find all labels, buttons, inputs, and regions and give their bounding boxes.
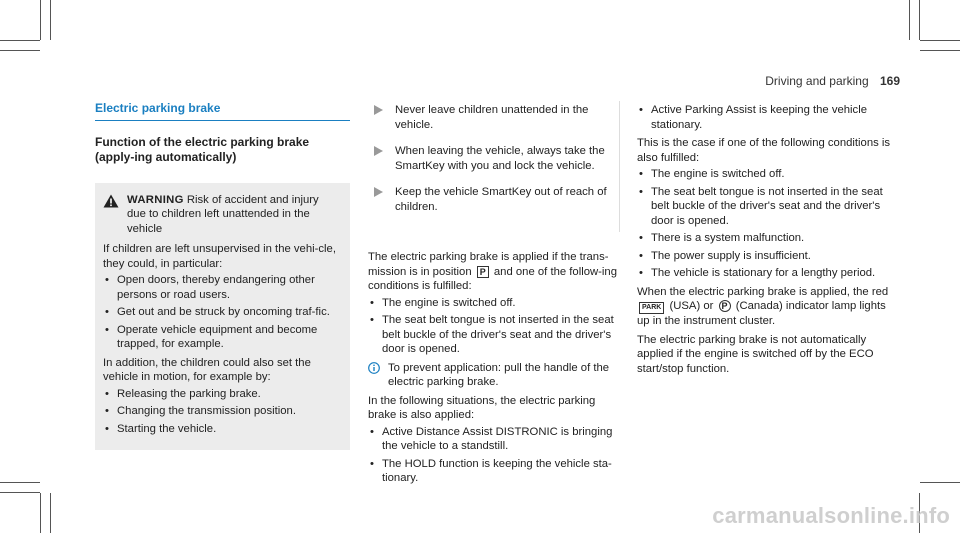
subheading: Function of the electric parking brake (apply-ing automatically) xyxy=(95,134,310,164)
list-item: • The seat belt tongue is not inserted in the seat belt buckle of the driver's seat and the driver's door is opened. xyxy=(370,314,614,355)
list-item: • Get out and be struck by oncoming traf-fic. xyxy=(105,306,330,318)
instruction-item: When leaving the vehicle, always take the SmartKey with you and lock the vehicle. xyxy=(368,142,619,183)
instruction-item: Keep the vehicle SmartKey out of reach of children. xyxy=(368,183,619,224)
bullet-list xyxy=(368,296,620,357)
instruction-item: Never leave children unattended in the vehicle. xyxy=(368,101,619,142)
crop-mark xyxy=(920,482,960,483)
crop-mark xyxy=(0,40,40,41)
crop-mark xyxy=(40,0,41,40)
list-item: • Starting the vehicle. xyxy=(105,422,217,435)
crop-mark xyxy=(50,0,51,40)
arrow-right-icon xyxy=(374,187,383,197)
crop-mark xyxy=(909,0,910,40)
paragraph: When the electric parking brake is applied, the red PARK (USA) or P (Canada) indicator lamp lights up in the instrument cluster. xyxy=(637,285,889,327)
column-1 xyxy=(95,101,350,450)
list-item: • The vehicle is stationary for a lengthy period. xyxy=(639,267,876,279)
list-item: • Active Parking Assist is keeping the vehicle stationary. xyxy=(639,104,868,131)
watermark: carmanualsonline.info xyxy=(712,503,950,528)
warning-word: WARNING xyxy=(127,193,184,206)
info-icon xyxy=(368,362,380,374)
bullet-list xyxy=(368,425,620,486)
list-item: • Changing the transmission position. xyxy=(105,405,296,417)
list-item: • The engine is switched off. xyxy=(370,296,516,309)
crop-mark xyxy=(920,40,960,41)
bullet-list xyxy=(103,273,340,352)
warning-triangle-icon xyxy=(103,194,119,208)
list-item: • Operate vehicle equipment and become trapped, for example. xyxy=(105,323,318,350)
column-3 xyxy=(637,101,892,376)
bullet-list xyxy=(103,387,340,437)
list-item: • There is a system malfunction. xyxy=(639,232,805,244)
paragraph: The electric parking brake is not automatically applied if the engine is switched off by the ECO start/stop function. xyxy=(637,333,874,375)
header-section: Driving and parking xyxy=(765,74,869,88)
arrow-right-icon xyxy=(374,146,383,156)
crop-mark xyxy=(40,493,41,533)
section-title: Electric parking brake xyxy=(95,101,350,121)
list-item: • The HOLD function is keeping the vehicle sta-tionary. xyxy=(370,457,612,484)
warning-continuation xyxy=(368,101,620,232)
paragraph: If children are left unsupervised in the vehi-cle, they could, in particular: xyxy=(103,243,336,270)
list-item: • Open doors, thereby endangering other persons or road users. xyxy=(105,274,315,301)
crop-mark xyxy=(0,50,40,51)
bullet-list xyxy=(637,103,892,132)
park-indicator-symbol: PARK xyxy=(639,302,664,314)
paragraph: The electric parking brake is applied if the trans-mission is in position P and one of the follow-ing conditions is fulfilled: xyxy=(368,251,618,292)
parking-brake-indicator-symbol: P xyxy=(719,300,731,312)
arrow-right-icon xyxy=(374,105,383,115)
warning-text: Risk of accident and injury due to children left unattended in the vehicle xyxy=(127,193,319,235)
crop-mark xyxy=(920,50,960,51)
paragraph: This is the case if one of the following conditions is also fulfilled: xyxy=(637,137,891,164)
page-number: 169 xyxy=(879,74,900,88)
crop-mark xyxy=(919,0,920,40)
list-item: • Active Distance Assist DISTRONIC is bringing the vehicle to a standstill. xyxy=(370,425,613,452)
column-2 xyxy=(368,101,620,490)
paragraph: In the following situations, the electric parking brake is also applied: xyxy=(368,394,596,421)
list-item: • The power supply is insufficient. xyxy=(639,249,811,262)
list-item: • Releasing the parking brake. xyxy=(105,387,261,400)
crop-mark xyxy=(0,482,40,483)
gear-p-symbol: P xyxy=(477,266,489,278)
crop-mark xyxy=(50,493,51,533)
crop-mark xyxy=(0,492,40,493)
bullet-list xyxy=(637,167,892,281)
paragraph: In addition, the children could also set the vehicle in motion, for example by: xyxy=(103,356,311,383)
list-item: • The seat belt tongue is not inserted in the seat belt buckle of the driver's seat and the driver's door is opened. xyxy=(639,185,883,227)
running-header xyxy=(765,74,900,88)
warning-box xyxy=(95,183,350,451)
list-item: • The engine is switched off. xyxy=(639,168,785,180)
note: To prevent application: pull the handle of the electric parking brake. xyxy=(368,361,620,390)
